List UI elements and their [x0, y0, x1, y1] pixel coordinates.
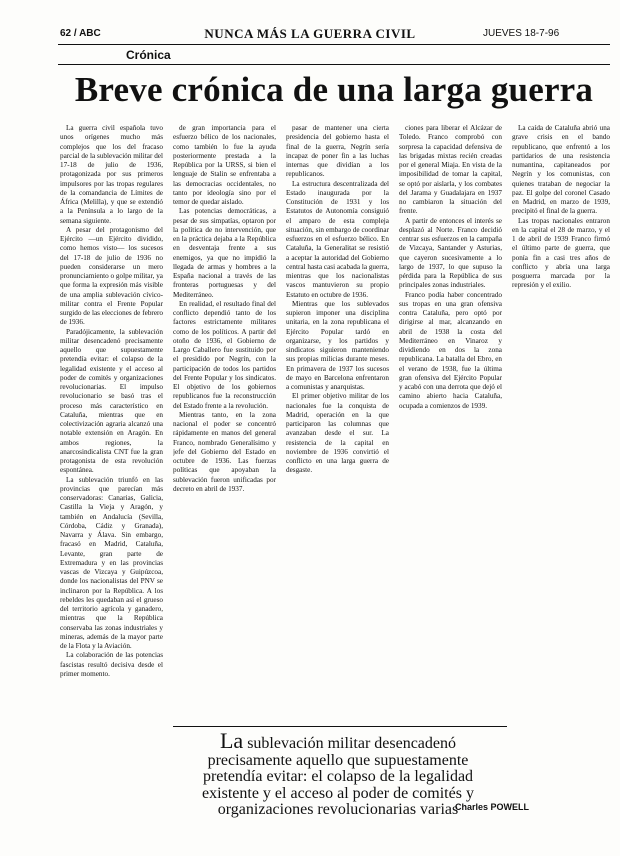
author-signature: Charles POWELL	[455, 802, 530, 812]
paragraph: En realidad, el resultado final del conflicto dependió tanto de los factores estrictamente militares como de los políticos. A partir del otoño de 1936, el Gobierno de Largo Caballero fue sustituido por el presidido por Negrín, con la participación de todos los partidos del Frente Popular y los sindicatos. El objetivo de los gobiernos republicanos fue la reconstrucción del Estado frente a la revolución.	[173, 299, 276, 410]
section-label: Crónica	[126, 48, 171, 62]
paragraph: Las tropas nacionales entraron en la capital el 28 de marzo, y el 1 de abril de 1939 Franco firmó el último parte de guerra, que ponía fin a casi tres años de conflicto y abría una larga posguerra marcada por la represión y el exilio.	[512, 216, 610, 290]
paragraph: Las potencias democráticas, a pesar de sus simpatías, optaron por la política de no intervención, que en la práctica dejaba a la República en desventaja frente a sus enemigos, ya que no impidió la llegada de armas y hombres a la España nacional a través de las fronteras portuguesas y del Mediterráneo.	[173, 207, 276, 299]
pull-quote-text: sublevación militar desencadenó precisamente aquello que supuestamente pretendía evitar: el colapso de la legalidad existente y el acceso al poder de comités y organizaciones revolucionarias varias	[202, 735, 474, 818]
issue-date: JUEVES 18-7-96	[483, 28, 560, 39]
pull-quote-lead: La	[219, 728, 244, 753]
paragraph: La caída de Cataluña abrió una grave crisis en el bando republicano, que enfrentó a los partidarios de una resistencia numantina, capitaneados por Negrín y los comunistas, con quienes trataban de negociar la paz. El golpe del coronel Casado en Madrid, en marzo de 1939, precipitó el final de la guerra.	[512, 124, 610, 216]
paragraph: pasar de mantener una cierta presidencia del gobierno hasta el final de la guerra, Negrín sería incapaz de poner fin a las luchas internas que dividían a los republicanos.	[286, 124, 389, 179]
paragraph: Mientras que los sublevados supieron imponer una disciplina unitaria, en la zona republicana el Ejército Popular tardó en organizarse, y los partidos y sindicatos siguieron manteniendo sus propias milicias durante meses. En primavera de 1937 los sucesos de mayo en Barcelona enfrentaron a comunistas y anarquistas.	[286, 299, 389, 391]
article-column-2	[173, 124, 276, 724]
paragraph: de gran importancia para el esfuerzo bélico de los nacionales, como también lo fue la ayuda posteriormente prestada a la República por la URSS, si bien el lenguaje de Stalin se enfrentaba a las democracias occidentales, no tanto por ideología sino por el temor de quedar aislado.	[173, 124, 276, 206]
page-label: 62 / ABC	[60, 28, 101, 39]
article-column-1	[60, 124, 163, 856]
paragraph: Mientras tanto, en la zona nacional el poder se concentró rápidamente en manos del general Franco, nombrado Generalísimo y jefe del Gobierno del Estado en octubre de 1936. Las fuerzas políticas que apoyaban la sublevación fueron unificadas por decreto en abril de 1937.	[173, 410, 276, 493]
article-column-3	[286, 124, 389, 724]
article-column-5	[512, 124, 610, 856]
paragraph: La guerra civil española tuvo unos orígenes mucho más complejos que los del fracaso parcial de la sublevación militar del 17-18 de julio de 1936, protagonizada por sus primeros impulsores por las tropas regulares de la comandancia de Límites de África (Melilla), y que se extendió a la Península a lo largo de la semana siguiente.	[60, 124, 163, 225]
paragraph: La estructura descentralizada del Estado inaugurada por la Constitución de 1931 y los Estatutos de Autonomía consiguió el amparo de esta compleja situación, sin embargo de coordinar esfuerzos en el esfuerzo bélico. En Cataluña, la Generalitat se resistió a aceptar la autoridad del Gobierno central hasta casi acabada la guerra, mientras que los nacionalistas vascos mantuvieron su propio Estatuto en octubre de 1936.	[286, 179, 389, 299]
pull-quote	[177, 728, 499, 819]
paragraph: Franco podía haber concentrado sus tropas en una gran ofensiva contra Cataluña, pero optó por dirigirse al mar, alcanzando en abril de 1938 la costa del Mediterráneo en Vinaroz y dividiendo en dos la zona republicana. La batalla del Ebro, en el verano de 1938, fue la última gran ofensiva del Ejército Popular y acabó con una derrota que dejó el camino abierto hacia Cataluña, ocupada a comienzos de 1939.	[399, 290, 502, 410]
header-rule	[58, 44, 610, 45]
paragraph: ciones para liberar el Alcázar de Toledo. Franco comprobó con sorpresa la capacidad defensiva de las brigadas mixtas recién creadas por el general Miaja. En vista de la imposibilidad de tomar la capital, se optó por aislarla, y los combates del Jarama y Guadalajara en 1937 no cambiaron la situación del frente.	[399, 124, 502, 216]
page-header	[0, 28, 620, 44]
pull-quote-rule	[173, 726, 507, 727]
paragraph: La colaboración de las potencias fascistas resultó decisiva desde el primer momento.	[60, 651, 163, 678]
paragraph: Paradójicamente, la sublevación militar desencadenó precisamente aquello que supuestamente pretendía evitar: el colapso de la legalidad existente y el acceso al poder de comités y organizaciones revolucionarias. El impulso revolucionario se basó tras el proceso más característico en Cataluña, mientras que en colectivización agraria alcanzó una notable extensión en Aragón. En ambos regiones, la anarcosindicalista CNT fue la gran protagonista de esta revolución espontánea.	[60, 327, 163, 475]
headline: Breve crónica de una larga guerra	[74, 70, 594, 109]
paragraph: El primer objetivo militar de los nacionales fue la conquista de Madrid, operación en la que participaron las columnas que avanzaban desde el sur. La resistencia de la capital en noviembre de 1936 convirtió el conflicto en una larga guerra de desgaste.	[286, 392, 389, 475]
series-title: NUNCA MÁS LA GUERRA CIVIL	[204, 26, 416, 41]
paragraph: A pesar del protagonismo del Ejército —un Ejército dividido, como hemos visto— los sucesos del 17-18 de julio de 1936 no pueden considerarse un mero pronunciamiento o golpe militar, ya que forma la expresión más visible de una amplia sublevación cívico-militar contra el Frente Popular surgido de las elecciones de febrero de 1936.	[60, 225, 163, 327]
article-column-4	[399, 124, 502, 724]
paragraph: La sublevación triunfó en las provincias que parecían más conservadoras: Canarias, Galicia, Castilla la Vieja y Aragón, y también en Andalucía (Sevilla, Córdoba, Cádiz y Granada), Navarra y Álava. Sin embargo, fracasó en Madrid, Cataluña, Levante, gran parte de Extremadura y en las provincias vascas de Vizcaya y Guipúzcoa, donde los nacionalistas del PNV se inclinaron por la República. A los rebeldes les quedaban así el grueso del territorio agrícola y ganadero, mientras que la República conservaba las zonas industriales y mineras, además de la mayor parte de la Flota y la Aviación.	[60, 475, 163, 650]
section-rule	[58, 64, 610, 65]
paragraph: A partir de entonces el interés se desplazó al Norte. Franco decidió centrar sus esfuerzos en la campaña de Vizcaya, Santander y Asturias, que cayeron sucesivamente a lo largo de 1937, lo que supuso la pérdida para la República de sus principales zonas industriales.	[399, 216, 502, 290]
